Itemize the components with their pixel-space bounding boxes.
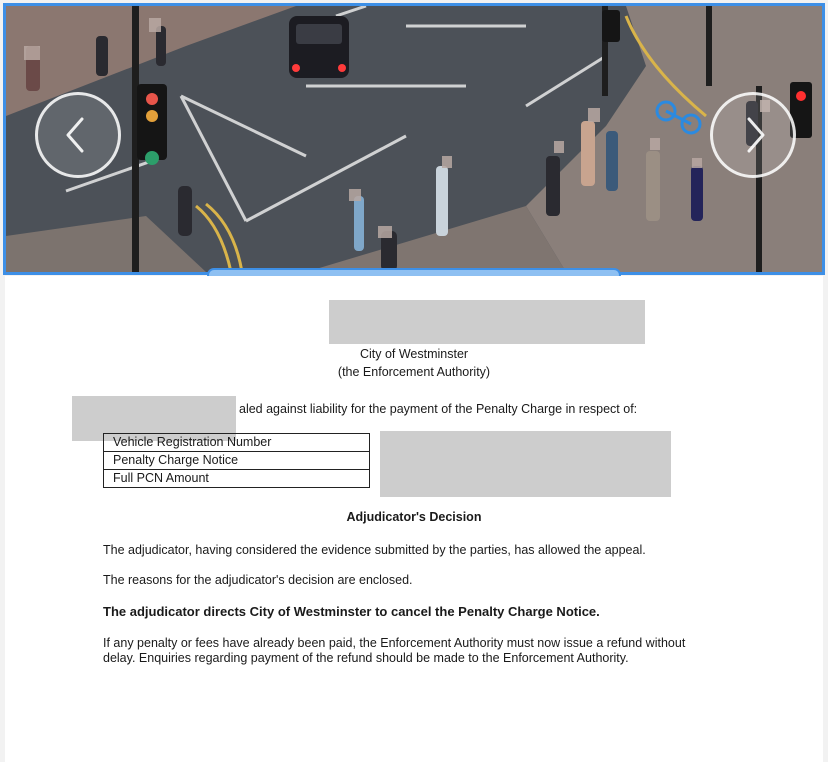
cctv-street-photo bbox=[6, 6, 822, 272]
decision-paragraph: The adjudicator, having considered the evidence submitted by the parties, has allowed the appeal. bbox=[103, 543, 646, 557]
table-cell-label: Full PCN Amount bbox=[104, 470, 370, 488]
reasons-paragraph: The reasons for the adjudicator's decision are enclosed. bbox=[103, 573, 413, 587]
table-row bbox=[104, 434, 370, 452]
redacted-pcn-values bbox=[380, 431, 671, 497]
table-row bbox=[104, 470, 370, 488]
redacted-heading bbox=[329, 300, 645, 344]
appeal-statement: aled against liability for the payment of the Penalty Charge in respect of: bbox=[239, 402, 638, 416]
table-cell-label: Penalty Charge Notice bbox=[104, 452, 370, 470]
authority-subtitle: (the Enforcement Authority) bbox=[337, 365, 491, 379]
photo-carousel[interactable] bbox=[3, 3, 825, 275]
chevron-right-icon bbox=[713, 95, 793, 175]
carousel-next-button[interactable] bbox=[710, 92, 796, 178]
decision-document bbox=[5, 276, 823, 762]
table-cell-label: Vehicle Registration Number bbox=[104, 434, 370, 452]
direction-paragraph: The adjudicator directs City of Westminster to cancel the Penalty Charge Notice. bbox=[103, 604, 600, 619]
pcn-details-table bbox=[103, 433, 370, 488]
table-row bbox=[104, 452, 370, 470]
chevron-left-icon bbox=[38, 95, 118, 175]
decision-heading: Adjudicator's Decision bbox=[346, 510, 482, 524]
refund-paragraph: If any penalty or fees have already been paid, the Enforcement Authority must now issue a refund without delay. Enquiries regarding payment of the refund should be made to the Enforcement Authority. bbox=[103, 636, 686, 665]
carousel-prev-button[interactable] bbox=[35, 92, 121, 178]
authority-name: City of Westminster bbox=[359, 347, 469, 361]
